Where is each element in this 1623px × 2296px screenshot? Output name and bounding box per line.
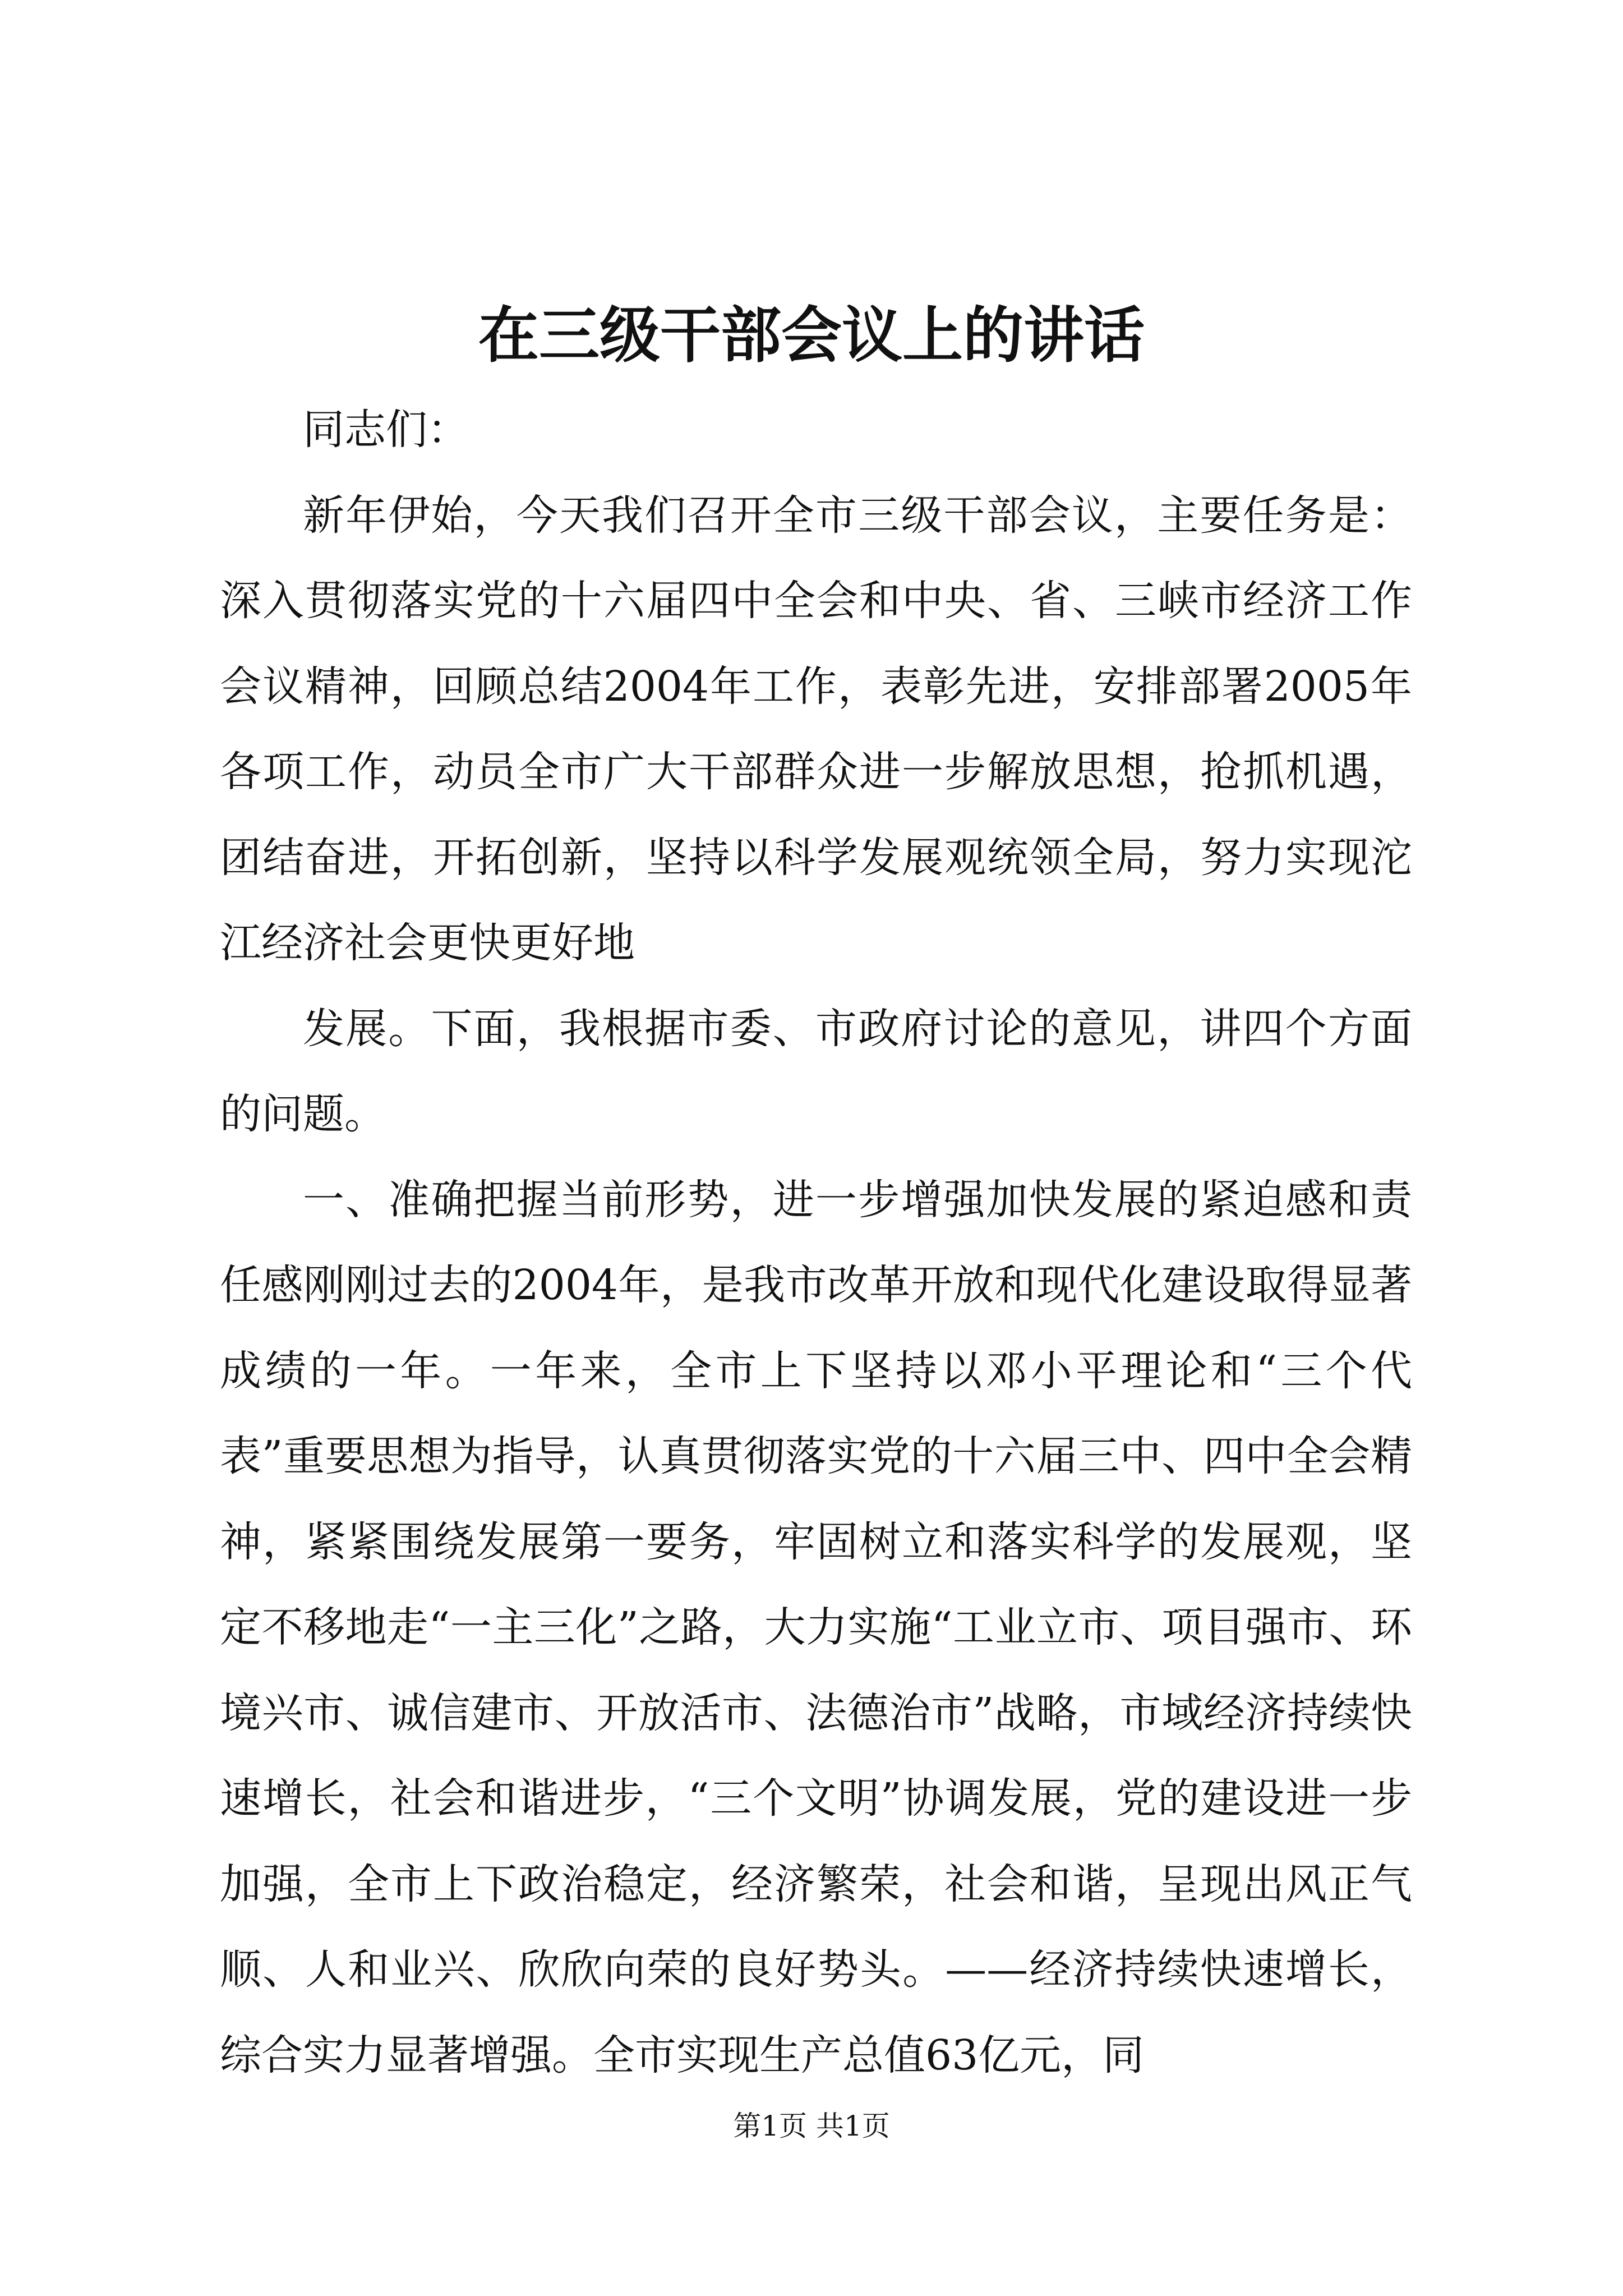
salutation-paragraph: 同志们： (303, 406, 469, 454)
body-paragraph: 一、准确把握当前形势，进一步增强加快发展的紧迫感和责任感刚刚过去的2004年，是我市改革开放和现代化建设取得显著成绩的一年。一年来，全市上下坚持以邓小平理论和“三个代表”重要思想为指导，认真贯彻落实党的十六届三中、四中全会精神，紧紧围绕发展第一要务，牢固树立和落实科学的发展观，坚定不移地走“一主三化”之路，大力实施“工业立市、项目强市、环境兴市、诚信建市、开放活市、法德治市”战略，市域经济持续快速增长，社会和谐进步，“三个文明”协调发展，党的建设进一步加强，全市上下政治稳定，经济繁荣，社会和谐，呈现出风正气顺、人和业兴、欣欣向荣的良好势头。——经济持续快速增长，综合实力显著增强。全市实现生产总值63亿元，同 (220, 1175, 1412, 2079)
body-paragraph: 发展。下面，我根据市委、市政府讨论的意见，讲四个方面的问题。 (220, 1004, 1412, 1138)
document-body (220, 387, 1412, 2098)
body-paragraph: 新年伊始，今天我们召开全市三级干部会议，主要任务是：深入贯彻落实党的十六届四中全会和中央、省、三峡市经济工作会议精神，回顾总结2004年工作，表彰先进，安排部署2005年各项工作，动员全市广大干部群众进一步解放思想，抢抓机遇，团结奋进，开拓创新，坚持以科学发展观统领全局，努力实现沱江经济社会更快更好地 (220, 491, 1412, 967)
page-number-footer: 第1页 共1页 (733, 2110, 890, 2142)
document-title: 在三级干部会议上的讲话 (478, 300, 1145, 371)
